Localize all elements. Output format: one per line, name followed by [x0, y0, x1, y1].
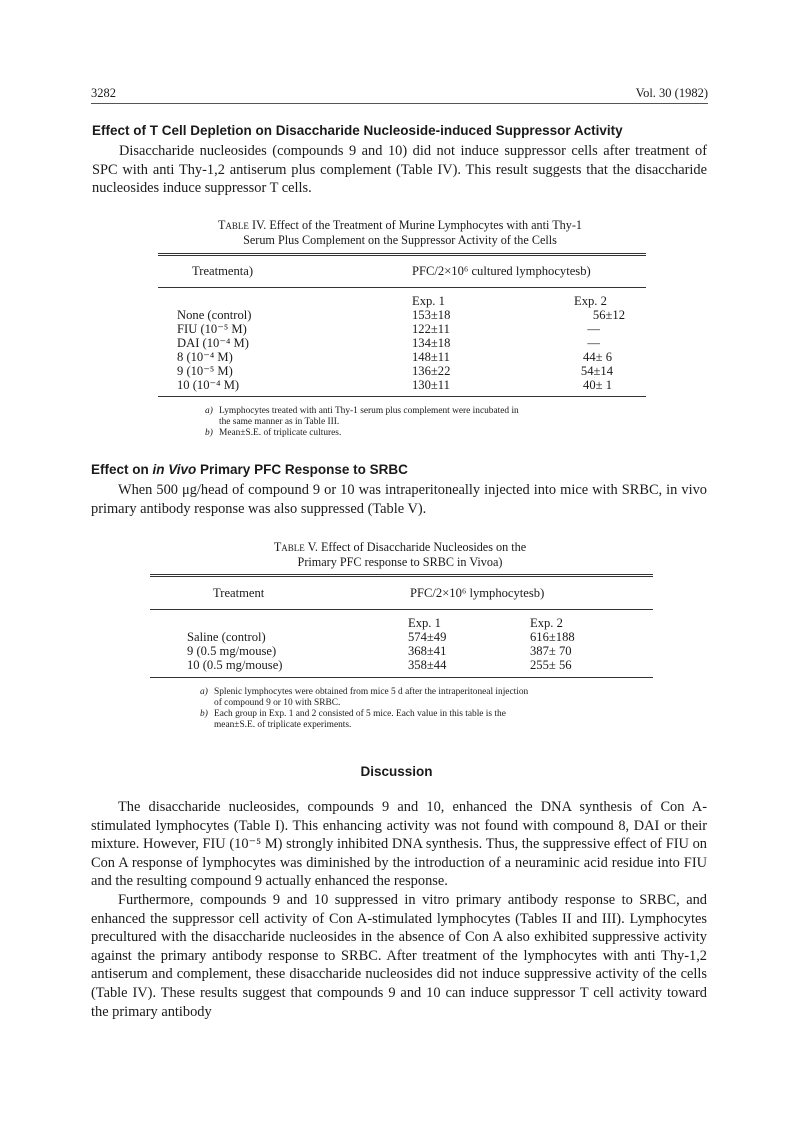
footnote-a: a) Splenic lymphocytes were obtained from mice 5 d after the intraperitoneal injection — [200, 687, 529, 697]
footnote-b-cont: mean±S.E. of triplicate experiments. — [214, 720, 352, 730]
table-cell-exp1: 122±11 — [412, 322, 450, 336]
section-t-cell-depletion-text — [92, 142, 707, 198]
table-cell-exp2: 616±188 — [530, 630, 575, 644]
table-cell-exp2: 54±14 — [580, 364, 613, 378]
table-cell-treatment: Saline (control) — [187, 630, 266, 644]
table-cell-exp1: 130±11 — [412, 378, 450, 392]
section-heading-t-cell-depletion: Effect of T Cell Depletion on Disaccharide Nucleoside-induced Suppressor Activity — [92, 123, 623, 138]
table-cell-treatment: 10 (10⁻⁴ M) — [177, 378, 240, 392]
paragraph: When 500 μg/head of compound 9 or 10 was intraperitoneally injected into mice with SRBC, in vivo primary antibody response was also suppressed (Table V). — [91, 482, 707, 517]
table-iv-caption — [150, 218, 650, 248]
table-cell-treatment: 8 (10⁻⁴ M) — [177, 350, 233, 364]
table-cell-treatment: 9 (10⁻⁵ M) — [177, 364, 233, 378]
table-cell-exp2: 56±12 — [592, 308, 625, 322]
discussion-text — [91, 798, 707, 1021]
table-cell-treatment: 9 (0.5 mg/mouse) — [187, 644, 277, 658]
table-cell-exp1: 358±44 — [408, 658, 447, 672]
journal-volume: Vol. 30 (1982) — [635, 86, 708, 100]
table-v-exp2-header: Exp. 2 — [530, 616, 563, 630]
footnote-b: b) Mean±S.E. of triplicate cultures. — [205, 428, 342, 438]
paragraph: Furthermore, compounds 9 and 10 suppressed in vitro primary antibody response to SRBC, and enhanced the suppressor cell activity of Con A-stimulated lymphocytes (Tables II and III). Lymphocytes precultured with the disaccharide nucleosides in the absence of Con A also exhibited suppressive activity against the primary antibody response to SRBC. After treatment of the lymphocytes with anti Thy-1,2 antiserum and complement, these disaccharide nucleosides did not induce suppressive activity of the cells (Table IV). These results suggest that compounds 9 and 10 can induce suppressor T cell activity toward the primary antibody — [91, 891, 707, 1020]
table-label: Table V. — [273, 540, 318, 554]
table-v-footnotes — [200, 687, 650, 731]
paragraph: The disaccharide nucleosides, compounds 9 and 10, enhanced the DNA synthesis of Con A-stimulated lymphocytes (Table I). This enhancing activity was not found with compound 8, DAI or their mixture. However, FIU (10⁻⁵ M) strongly inhibited DNA synthesis. Thus, the suppressive effect of FIU on Con A response of lymphocytes was diminished by the introduction of a neuraminic acid residue into FIU and the resulting compound 9 actually enhanced the response. — [91, 799, 707, 890]
footnote-b: b) Each group in Exp. 1 and 2 consisted of 5 mice. Each value in this table is the — [200, 709, 506, 719]
table-iv-top-rule — [158, 253, 646, 256]
table-iv-footnotes — [205, 406, 645, 439]
table-cell-exp2: 387± 70 — [530, 644, 572, 658]
table-cell-exp1: 574±49 — [408, 630, 447, 644]
table-iv-col-treatment: Treatmenta) — [192, 264, 254, 278]
footnote-a-cont: of compound 9 or 10 with SRBC. — [214, 698, 341, 708]
caption-line: Effect of Disaccharide Nucleosides on the — [320, 540, 527, 554]
table-cell-exp2: 44± 6 — [583, 350, 612, 364]
table-iv-exp1-header: Exp. 1 — [412, 294, 445, 308]
caption-line: Effect of the Treatment of Murine Lymphocytes with anti Thy-1 — [269, 218, 583, 232]
table-v-exp1-header: Exp. 1 — [408, 616, 441, 630]
table-cell-exp1: 134±18 — [412, 336, 451, 350]
discussion-heading: Discussion — [360, 764, 433, 779]
table-cell-exp1: 148±11 — [412, 350, 450, 364]
table-cell-exp2: — — [587, 322, 600, 336]
table-cell-treatment: DAI (10⁻⁴ M) — [177, 336, 249, 350]
table-cell-exp1: 153±18 — [412, 308, 451, 322]
page-number: 3282 — [91, 86, 116, 100]
table-v-bottom-rule — [150, 677, 653, 678]
footnote-a-cont: the same manner as in Table III. — [219, 417, 340, 427]
section-in-vivo-text — [91, 481, 707, 518]
footnote-a: a) Lymphocytes treated with anti Thy-1 serum plus complement were incubated in — [205, 406, 519, 416]
table-v-col-treatment: Treatment — [213, 586, 265, 600]
table-cell-treatment: 10 (0.5 mg/mouse) — [187, 658, 283, 672]
table-cell-treatment: FIU (10⁻⁵ M) — [177, 322, 247, 336]
caption-line: Serum Plus Complement on the Suppressor Activity of the Cells — [243, 233, 557, 247]
table-iv-col-pfc: PFC/2×10⁶ cultured lymphocytesb) — [412, 264, 591, 278]
section-heading-in-vivo: Effect on in Vivo Primary PFC Response to SRBC — [91, 462, 408, 477]
paragraph: Disaccharide nucleosides (compounds 9 and 10) did not induce suppressor cells after treatment of SPC with anti Thy-1,2 antiserum plus complement (Table IV). This result suggests that the disaccharide nucleosides induce suppressor T cells. — [92, 143, 707, 197]
table-cell-treatment: None (control) — [177, 308, 252, 322]
table-label: Table IV. — [217, 218, 267, 232]
table-iv-exp2-header: Exp. 2 — [574, 294, 607, 308]
table-cell-exp2: 40± 1 — [583, 378, 612, 392]
table-v-top-rule — [150, 574, 653, 577]
table-cell-exp2: — — [587, 336, 600, 350]
table-iv-header-rule — [158, 287, 646, 288]
table-iv-bottom-rule — [158, 396, 646, 397]
caption-line: Primary PFC response to SRBC in Vivoa) — [297, 555, 503, 569]
table-v-header-rule — [150, 609, 653, 610]
table-v-caption — [150, 540, 650, 570]
table-cell-exp1: 368±41 — [408, 644, 447, 658]
table-cell-exp2: 255± 56 — [530, 658, 572, 672]
table-v-col-pfc: PFC/2×10⁶ lymphocytesb) — [410, 586, 545, 600]
table-cell-exp1: 136±22 — [412, 364, 451, 378]
header-rule — [91, 103, 708, 104]
